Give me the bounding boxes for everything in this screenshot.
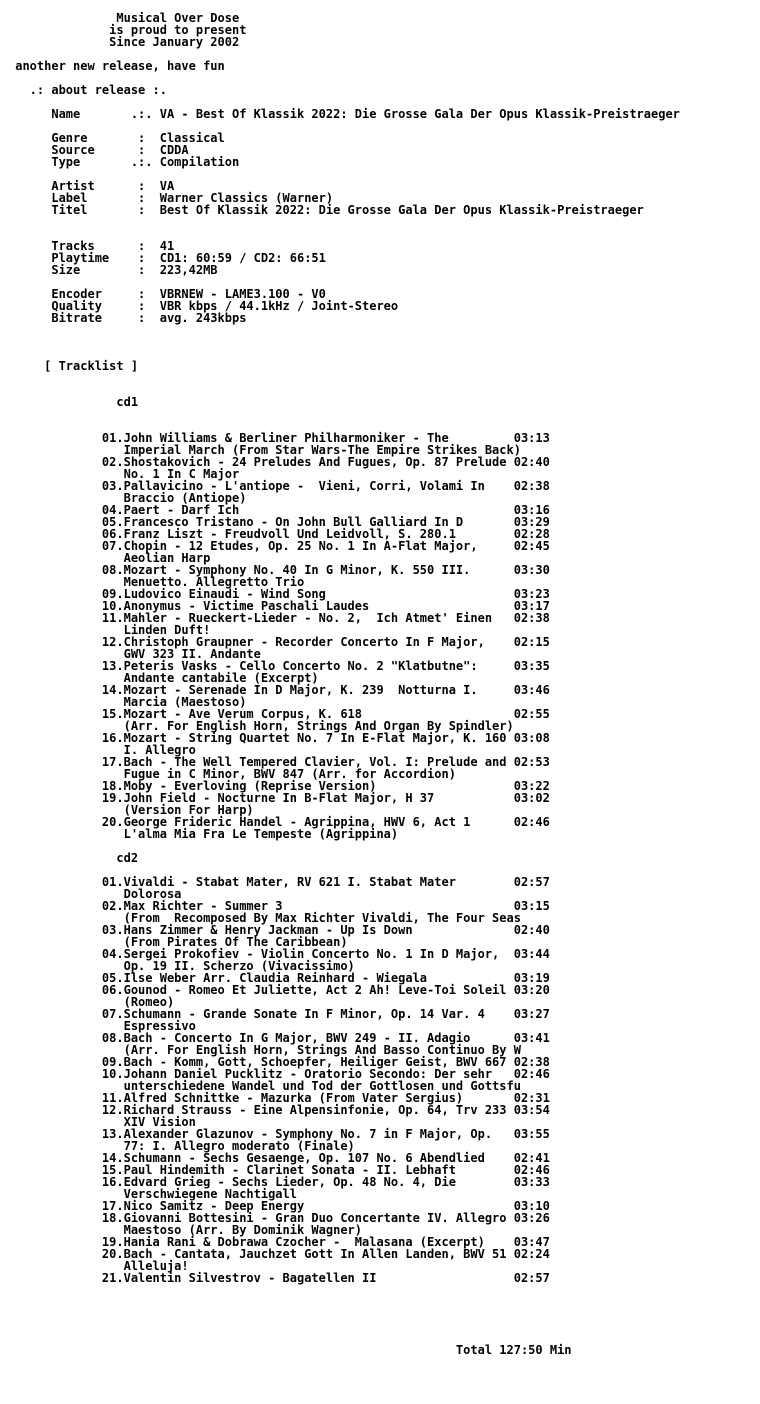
nfo-line: 16.Mozart - String Quartet No. 7 In E-Flat Major, K. 160 03:08 [8, 731, 550, 745]
nfo-line: Since January 2002 [8, 35, 240, 49]
nfo-line: Alleluja! [8, 1259, 189, 1273]
nfo-line: 21.Valentin Silvestrov - Bagatellen II 02:57 [8, 1271, 550, 1285]
nfo-line: Musical Over Dose [8, 11, 240, 25]
nfo-line: (Romeo) [8, 995, 175, 1009]
nfo-line [8, 324, 680, 336]
nfo-line: XIV Vision [8, 1115, 196, 1129]
nfo-line: 02.Max Richter - Summer 3 03:15 [8, 899, 550, 913]
nfo-line: 03.Pallavicino - L'antiope - Vieni, Corri, Volami In 02:38 [8, 479, 550, 493]
nfo-line: 11.Mahler - Rueckert-Lieder - No. 2, Ich Atmet' Einen 02:38 [8, 611, 550, 625]
nfo-line: No. 1 In C Major [8, 467, 240, 481]
nfo-line: 12.Christoph Graupner - Recorder Concerto In F Major, 02:15 [8, 635, 550, 649]
nfo-line: 06.Gounod - Romeo Et Juliette, Act 2 Ah! Leve-Toi Soleil 03:20 [8, 983, 550, 997]
nfo-line: Total 127:50 Min [8, 1343, 572, 1357]
nfo-line: 19.Hania Rani & Dobrawa Czocher - Malasana (Excerpt) 03:47 [8, 1235, 550, 1249]
nfo-line: 01.John Williams & Berliner Philharmoniker - The 03:13 [8, 431, 550, 445]
nfo-line [8, 408, 680, 420]
nfo-line: Marcia (Maestoso) [8, 695, 247, 709]
nfo-line: Size : 223,42MB [8, 263, 218, 277]
nfo-line: 04.Paert - Darf Ich 03:16 [8, 503, 550, 517]
nfo-line: 18.Moby - Everloving (Reprise Version) 03:22 [8, 779, 550, 793]
nfo-line [8, 1296, 680, 1308]
nfo-line: Andante cantabile (Excerpt) [8, 671, 319, 685]
nfo-line: (Version For Harp) [8, 803, 254, 817]
nfo-line [8, 372, 680, 384]
nfo-line: L'alma Mia Fra Le Tempeste (Agrippina) [8, 827, 399, 841]
nfo-line: 15.Mozart - Ave Verum Corpus, K. 618 02:55 [8, 707, 550, 721]
nfo-line: GWV 323 II. Andante [8, 647, 261, 661]
nfo-line: Name .:. VA - Best Of Klassik 2022: Die Grosse Gala Der Opus Klassik-Preistraeger [8, 107, 680, 121]
nfo-line: 14.Schumann - Sechs Gesaenge, Op. 107 No. 6 Abendlied 02:41 [8, 1151, 550, 1165]
nfo-line: Encoder : VBRNEW - LAME3.100 - V0 [8, 287, 326, 301]
nfo-line: 13.Alexander Glazunov - Symphony No. 7 in F Major, Op. 03:55 [8, 1127, 550, 1141]
nfo-line: 11.Alfred Schnittke - Mazurka (From Vater Sergius) 02:31 [8, 1091, 550, 1105]
nfo-line [8, 1284, 680, 1296]
nfo-line [8, 336, 680, 348]
nfo-line: I. Allegro [8, 743, 196, 757]
nfo-line: (From Pirates Of The Caribbean) [8, 935, 348, 949]
nfo-line: Imperial March (From Star Wars-The Empire Strikes Back) [8, 443, 521, 457]
nfo-line: Type .:. Compilation [8, 155, 240, 169]
nfo-line: 08.Mozart - Symphony No. 40 In G Minor, K. 550 III. 03:30 [8, 563, 550, 577]
nfo-line: 16.Edvard Grieg - Sechs Lieder, Op. 48 No. 4, Die 03:33 [8, 1175, 550, 1189]
nfo-line: 08.Bach - Concerto In G Major, BWV 249 - II. Adagio 03:41 [8, 1031, 550, 1045]
nfo-line: 15.Paul Hindemith - Clarinet Sonata - II. Lebhaft 02:46 [8, 1163, 550, 1177]
nfo-line: Source : CDDA [8, 143, 189, 157]
nfo-line: Maestoso (Arr. By Dominik Wagner) [8, 1223, 363, 1237]
nfo-line: 19.John Field - Nocturne In B-Flat Major, H 37 03:02 [8, 791, 550, 805]
nfo-line: Dolorosa [8, 887, 182, 901]
nfo-line: Fugue in C Minor, BWV 847 (Arr. for Accordion) [8, 767, 456, 781]
nfo-line: 01.Vivaldi - Stabat Mater, RV 621 I. Stabat Mater 02:57 [8, 875, 550, 889]
nfo-line: Bitrate : avg. 243kbps [8, 311, 247, 325]
nfo-line: Label : Warner Classics (Warner) [8, 191, 334, 205]
nfo-line: 14.Mozart - Serenade In D Major, K. 239 Notturna I. 03:46 [8, 683, 550, 697]
nfo-line: 05.Ilse Weber Arr. Claudia Reinhard - Wiegala 03:19 [8, 971, 550, 985]
nfo-line: Titel : Best Of Klassik 2022: Die Grosse Gala Der Opus Klassik-Preistraeger [8, 203, 644, 217]
nfo-line: 04.Sergei Prokofiev - Violin Concerto No. 1 In D Major, 03:44 [8, 947, 550, 961]
nfo-line: 12.Richard Strauss - Eine Alpensinfonie, Op. 64, Trv 233 03:54 [8, 1103, 550, 1117]
nfo-line: 17.Bach - The Well Tempered Clavier, Vol. I: Prelude and 02:53 [8, 755, 550, 769]
nfo-line [8, 1308, 680, 1320]
nfo-line: 13.Peteris Vasks - Cello Concerto No. 2 "Klatbutne": 03:35 [8, 659, 550, 673]
nfo-line: Artist : VA [8, 179, 175, 193]
nfo-line: Playtime : CD1: 60:59 / CD2: 66:51 [8, 251, 326, 265]
release-nfo-text [8, 12, 680, 1356]
nfo-line: 20.Bach - Cantata, Jauchzet Gott In Allen Landen, BWV 51 02:24 [8, 1247, 550, 1261]
nfo-line: 07.Chopin - 12 Etudes, Op. 25 No. 1 In A-Flat Major, 02:45 [8, 539, 550, 553]
nfo-line: Tracks : 41 [8, 239, 175, 253]
nfo-line: 07.Schumann - Grande Sonate In F Minor, Op. 14 Var. 4 03:27 [8, 1007, 550, 1021]
nfo-line: Espressivo [8, 1019, 196, 1033]
nfo-line: Aeolian Harp [8, 551, 211, 565]
nfo-line: 05.Francesco Tristano - On John Bull Galliard In D 03:29 [8, 515, 550, 529]
nfo-line: cd1 [8, 395, 139, 409]
nfo-line [8, 216, 680, 228]
nfo-line: 18.Giovanni Bottesini - Gran Duo Concertante IV. Allegro 03:26 [8, 1211, 550, 1225]
nfo-line: 77: I. Allegro moderato (Finale) [8, 1139, 355, 1153]
nfo-line: Quality : VBR kbps / 44.1kHz / Joint-Stereo [8, 299, 399, 313]
nfo-line: Linden Duft! [8, 623, 211, 637]
nfo-line: .: about release :. [8, 83, 167, 97]
nfo-line: 10.Anonymus - Victime Paschali Laudes 03:17 [8, 599, 550, 613]
nfo-line: 09.Bach - Komm, Gott, Schoepfer, Heiliger Geist, BWV 667 02:38 [8, 1055, 550, 1069]
nfo-line [8, 1320, 680, 1332]
nfo-line: 20.George Frideric Handel - Agrippina, HWV 6, Act 1 02:46 [8, 815, 550, 829]
nfo-line: Menuetto. Allegretto Trio [8, 575, 305, 589]
nfo-line: 06.Franz Liszt - Freudvoll Und Leidvoll, S. 280.1 02:28 [8, 527, 550, 541]
nfo-line: (Arr. For English Horn, Strings And Basso Continuo By W [8, 1043, 521, 1057]
nfo-line: unterschiedene Wandel und Tod der Gottlosen und Gottsfu [8, 1079, 521, 1093]
nfo-line: 17.Nico Samitz - Deep Energy 03:10 [8, 1199, 550, 1213]
nfo-line: 09.Ludovico Einaudi - Wind Song 03:23 [8, 587, 550, 601]
nfo-line: Op. 19 II. Scherzo (Vivacissimo) [8, 959, 355, 973]
nfo-line: cd2 [8, 851, 139, 865]
nfo-line: Verschwiegene Nachtigall [8, 1187, 297, 1201]
nfo-line: 03.Hans Zimmer & Henry Jackman - Up Is Down 02:40 [8, 923, 550, 937]
nfo-line: [ Tracklist ] [8, 359, 139, 373]
nfo-line: 10.Johann Daniel Pucklitz - Oratorio Secondo: Der sehr 02:46 [8, 1067, 550, 1081]
nfo-line: is proud to present [8, 23, 247, 37]
nfo-line: another new release, have fun [8, 59, 225, 73]
nfo-line: (From Recomposed By Max Richter Vivaldi, The Four Seas [8, 911, 521, 925]
nfo-line: 02.Shostakovich - 24 Preludes And Fugues, Op. 87 Prelude 02:40 [8, 455, 550, 469]
nfo-line: Braccio (Antiope) [8, 491, 247, 505]
nfo-line: Genre : Classical [8, 131, 225, 145]
nfo-line: (Arr. For English Horn, Strings And Organ By Spindler) [8, 719, 514, 733]
